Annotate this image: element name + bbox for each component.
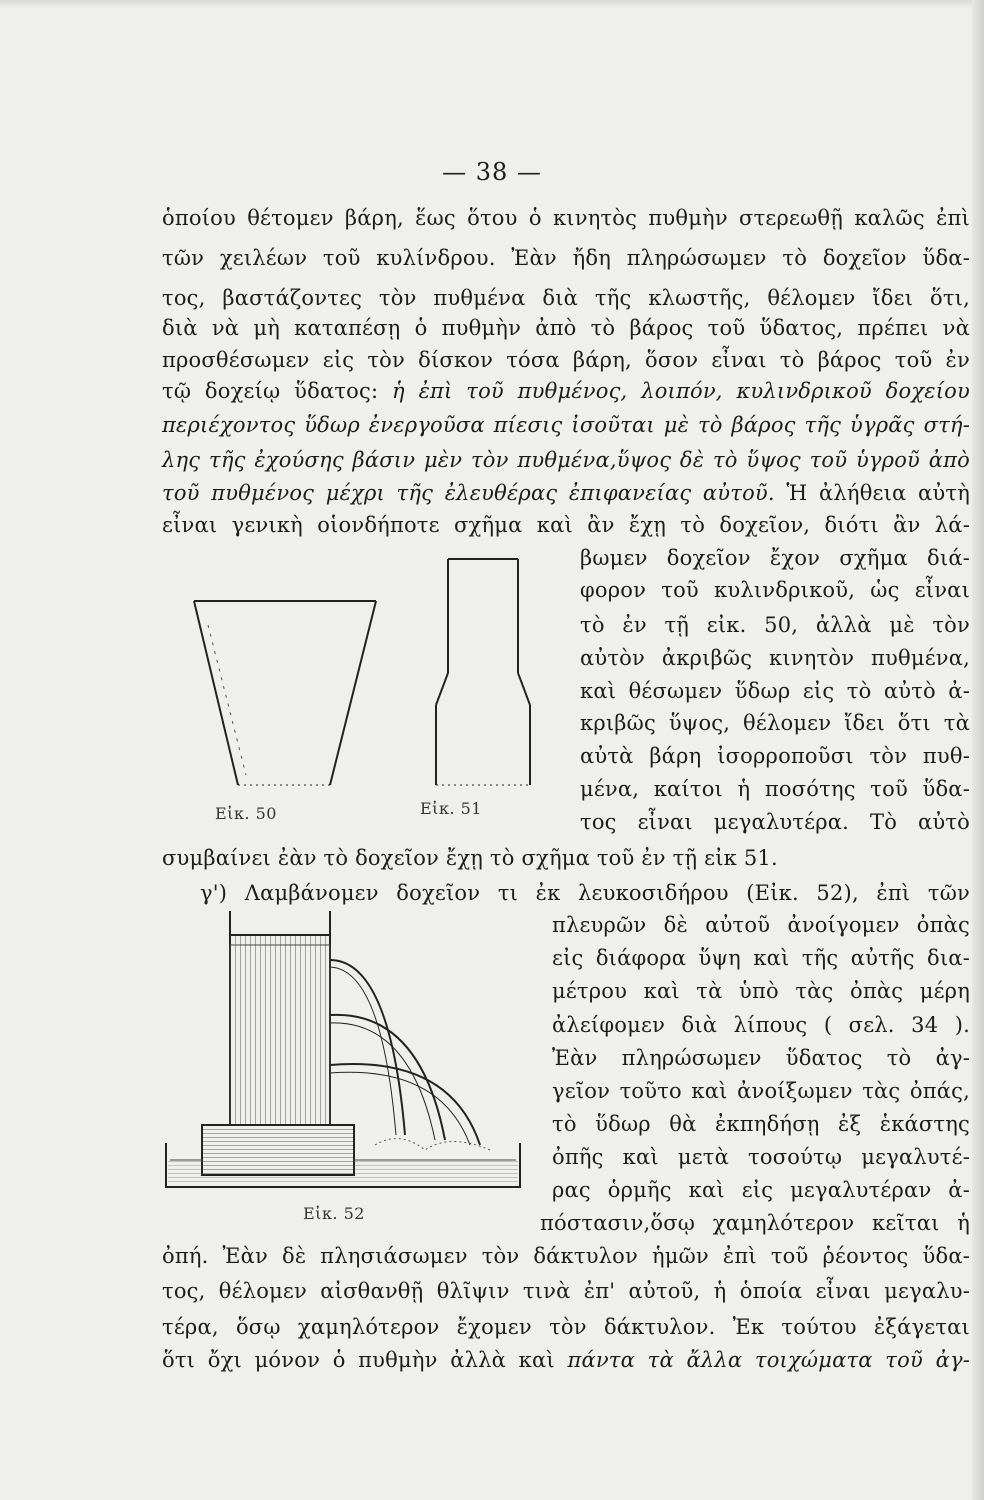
figure-50-trapezoid-vessel bbox=[190, 595, 380, 795]
text-run: ὅτι ὄχι μόνον ὁ πυθμὴν ἀλλὰ καὶ bbox=[162, 1348, 568, 1372]
text-line: αὐτὰ βάρη ἰσορροποῦσι τὸν πυθ- bbox=[580, 744, 970, 768]
text-line: ἀλείφομεν διὰ λίπους ( σελ. 34 ). bbox=[552, 1013, 970, 1037]
text-line: ὁποίου θέτομεν βάρη, ἕως ὅτου ὁ κινητὸς πυθμὴν στερεωθῇ καλῶς ἐπὶ bbox=[162, 206, 970, 230]
text-line: Ἐὰν πληρώσωμεν ὕδατος τὸ ἀγ- bbox=[552, 1046, 970, 1070]
text-line: αὐτὸν ἀκριβῶς κινητὸν πυθμένα, bbox=[580, 646, 970, 670]
text-line: τος εἶναι μεγαλυτέρα. Τὸ αὐτὸ bbox=[580, 810, 970, 834]
text-line: τος, θέλομεν αἰσθανθῇ θλῖψιν τινὰ ἐπ' αὐτοῦ, ἡ ὁποία εἶναι μεγαλυ- bbox=[162, 1279, 970, 1303]
text-line: εἰς διάφορα ὕψη καὶ τῆς αὐτῆς δια- bbox=[552, 946, 970, 970]
text-line: συμβαίνει ἐὰν τὸ δοχεῖον ἔχῃ τὸ σχῆμα τοῦ ἐν τῇ εἰκ 51. bbox=[162, 846, 778, 870]
text-line: φορον τοῦ κυλινδρικοῦ, ὡς εἶναι bbox=[580, 578, 970, 602]
text-line: κριβῶς ὕψος, θέλομεν ἴδει ὅτι τὰ bbox=[580, 711, 970, 735]
page-right-edge bbox=[972, 0, 984, 1500]
text-line: ὀπή. Ἐὰν δὲ πλησιάσωμεν τὸν δάκτυλον ἡμῶν ἐπὶ τοῦ ῥέοντος ὕδα- bbox=[162, 1244, 970, 1268]
text-run: Ἡ ἀλήθεια αὐτὴ bbox=[774, 481, 970, 505]
text-line: βωμεν δοχεῖον ἔχον σχῆμα διά- bbox=[580, 546, 970, 570]
italic-text-run: πάντα τὰ ἄλλα τοιχώματα τοῦ ἀγ- bbox=[567, 1348, 971, 1372]
italic-text-run: ἡ ἐπὶ τοῦ πυθμένος, λοιπόν, κυλινδρικοῦ δοχείου bbox=[392, 379, 970, 403]
text-line: προσθέσωμεν εἰς τὸν δίσκον τόσα βάρη, ὅσον εἶναι τὸ βάρος τοῦ ἐν bbox=[162, 348, 970, 372]
text-line: τὸ ἐν τῇ εἰκ. 50, ἀλλὰ μὲ τὸν bbox=[580, 613, 970, 637]
text-line: εἶναι γενικὴ οἱονδήποτε σχῆμα καὶ ἂν ἔχῃ τὸ δοχεῖον, διότι ἂν λά- bbox=[162, 513, 970, 537]
italic-text-run: τοῦ πυθμένος μέχρι τῆς ἐλευθέρας ἐπιφανείας αὐτοῦ. bbox=[162, 481, 775, 505]
figure-52-vessel-with-jets bbox=[160, 905, 540, 1195]
text-line: διὰ νὰ μὴ καταπέσῃ ὁ πυθμὴν ἀπὸ τὸ βάρος τοῦ ὕδατος, πρέπει νὰ bbox=[162, 316, 970, 340]
italic-text-line: περιέχοντος ὕδωρ ἐνεργοῦσα πίεσις ἰσοῦται μὲ τὸ βάρος τῆς ὑγρᾶς στή- bbox=[162, 413, 970, 437]
text-line: τῶν χειλέων τοῦ κυλίνδρου. Ἐὰν ἤδη πληρώσωμεν τὸ δοχεῖον ὕδα- bbox=[162, 246, 970, 270]
text-line: ρας ὁρμῆς καὶ εἰς μεγαλυτέραν ἀ- bbox=[552, 1178, 970, 1202]
figure-50-caption: Εἰκ. 50 bbox=[215, 804, 277, 823]
text-line: γεῖον τοῦτο καὶ ἀνοίξωμεν τὰς ὀπάς, bbox=[552, 1079, 970, 1103]
text-line: ὀπῆς καὶ μετὰ τοσούτῳ μεγαλυτέ- bbox=[552, 1145, 970, 1169]
figure-51-caption: Εἰκ. 51 bbox=[420, 799, 482, 818]
text-line: τος, βαστάζοντες τὸν πυθμένα διὰ τῆς κλωστῆς, θέλομεν ἴδει ὅτι, bbox=[162, 286, 970, 310]
text-run: τῷ δοχείῳ ὕδατος: bbox=[162, 379, 393, 403]
figure-52-caption: Εἰκ. 52 bbox=[303, 1204, 365, 1223]
page-number: — 38 — bbox=[442, 158, 542, 186]
text-line bbox=[162, 376, 970, 406]
figure-51-bottle-vessel bbox=[430, 555, 540, 795]
text-line: μέτρου καὶ τὰ ὑπὸ τὰς ὀπὰς μέρη bbox=[552, 979, 970, 1003]
text-line: τέρα, ὅσῳ χαμηλότερον ἔχομεν τὸν δάκτυλον. Ἐκ τούτου ἐξάγεται bbox=[162, 1315, 970, 1339]
text-line: μένα, καίτοι ἡ ποσότης τοῦ ὕδα- bbox=[580, 777, 970, 801]
text-line: πλευρῶν δὲ αὐτοῦ ἀνοίγομεν ὀπὰς bbox=[552, 913, 970, 937]
text-line: τὸ ὕδωρ θὰ ἐκπηδήσῃ ἐξ ἑκάστης bbox=[552, 1112, 970, 1136]
text-line bbox=[162, 1345, 970, 1375]
text-line: γ') Λαμβάνομεν δοχεῖον τι ἐκ λευκοσιδήρου (Εἰκ. 52), ἐπὶ τῶν bbox=[200, 881, 970, 905]
italic-text-line: λης τῆς ἐχούσης βάσιν μὲν τὸν πυθμένα,ὕψος δὲ τὸ ὕψος τοῦ ὑγροῦ ἀπὸ bbox=[162, 448, 970, 472]
text-line: καὶ θέσωμεν ὕδωρ εἰς τὸ αὐτὸ ἀ- bbox=[580, 679, 970, 703]
text-line: πόστασιν,ὅσῳ χαμηλότερον κεῖται ἡ bbox=[540, 1211, 970, 1235]
text-line bbox=[162, 478, 970, 508]
page-top-edge bbox=[0, 0, 984, 8]
